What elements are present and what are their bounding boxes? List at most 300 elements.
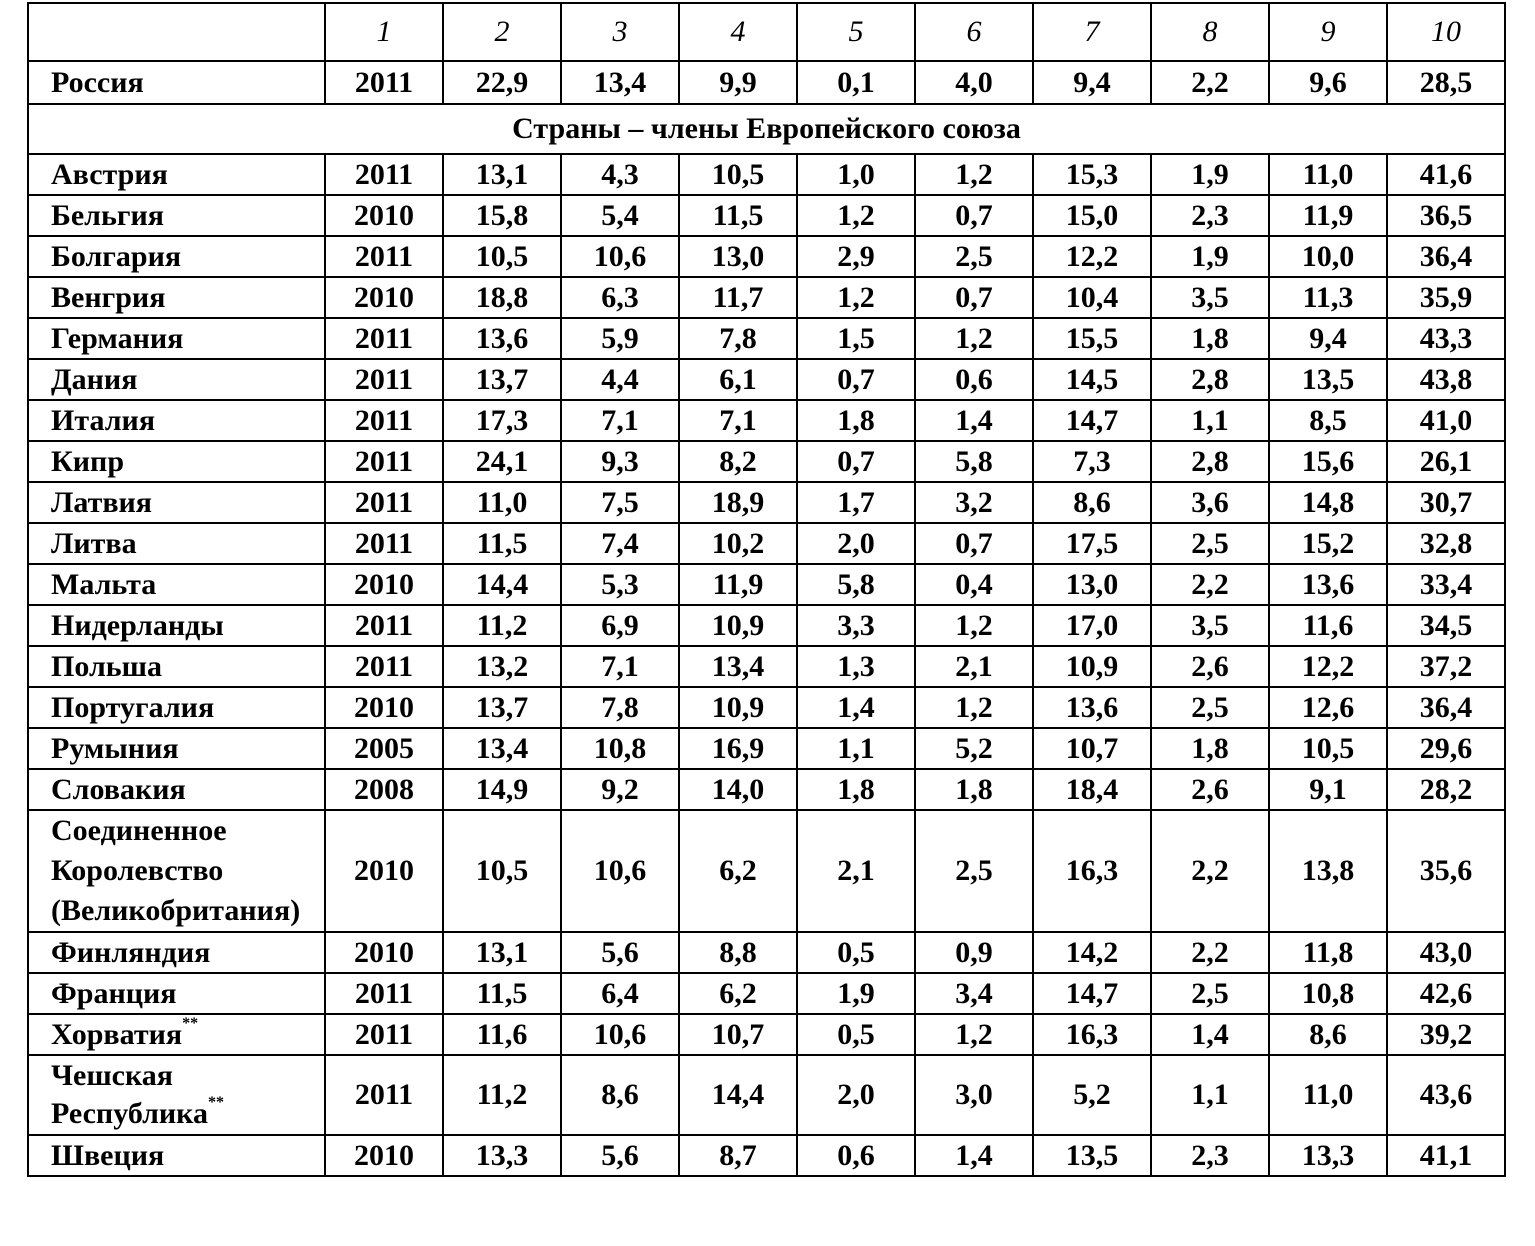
table-cell: 5,8 — [797, 564, 915, 605]
table-cell: 2,2 — [1151, 810, 1269, 932]
table-row — [28, 605, 1505, 646]
table-cell: 1,7 — [797, 482, 915, 523]
column-header: 4 — [679, 3, 797, 61]
country-name-text: Румыния — [51, 731, 179, 765]
table-cell: 2,5 — [1151, 523, 1269, 564]
country-name-text: Польша — [51, 649, 162, 683]
country-name: Россия — [28, 61, 325, 104]
table-cell: 13,1 — [443, 932, 561, 973]
country-name — [28, 769, 325, 810]
column-header: 3 — [561, 3, 679, 61]
table-row — [28, 359, 1505, 400]
table-row — [28, 1014, 1505, 1055]
table-cell: 2011 — [325, 236, 443, 277]
table-cell: 41,1 — [1387, 1135, 1505, 1176]
country-name-text: Мальта — [51, 567, 157, 601]
table-cell: 6,4 — [561, 973, 679, 1014]
table-cell: 5,2 — [1033, 1055, 1151, 1135]
table-cell: 2011 — [325, 973, 443, 1014]
statistics-table — [27, 2, 1506, 1177]
table-row — [28, 810, 1505, 932]
table-cell: 13,2 — [443, 646, 561, 687]
table-cell: 35,6 — [1387, 810, 1505, 932]
table-cell: 13,5 — [1033, 1135, 1151, 1176]
country-name-text: Словакия — [51, 772, 186, 806]
table-cell: 11,9 — [1269, 195, 1387, 236]
table-cell: 11,5 — [679, 195, 797, 236]
column-header: 8 — [1151, 3, 1269, 61]
table-cell: 13,8 — [1269, 810, 1387, 932]
table-cell: 1,2 — [797, 277, 915, 318]
column-header — [28, 3, 325, 61]
table-cell: 11,0 — [1269, 1055, 1387, 1135]
header-row — [28, 3, 1505, 61]
table-cell: 11,6 — [443, 1014, 561, 1055]
table-cell: 15,0 — [1033, 195, 1151, 236]
table-row — [28, 318, 1505, 359]
table-cell: 17,5 — [1033, 523, 1151, 564]
table-cell: 18,4 — [1033, 769, 1151, 810]
table-cell: 2010 — [325, 687, 443, 728]
table-cell: 13,6 — [1269, 564, 1387, 605]
table-cell: 1,1 — [797, 728, 915, 769]
table-cell: 0,7 — [915, 523, 1033, 564]
table-cell: 1,5 — [797, 318, 915, 359]
table-row — [28, 564, 1505, 605]
column-header: 1 — [325, 3, 443, 61]
table-cell: 13,7 — [443, 359, 561, 400]
country-name-text: Венгрия — [51, 280, 166, 314]
table-body — [28, 3, 1505, 1176]
country-name — [28, 1014, 325, 1055]
table-cell: 11,0 — [1269, 154, 1387, 195]
table-cell: 2,8 — [1151, 441, 1269, 482]
table-cell: 2,2 — [1151, 61, 1269, 104]
table-cell: 1,8 — [797, 400, 915, 441]
table-row — [28, 236, 1505, 277]
table-cell: 9,3 — [561, 441, 679, 482]
country-name — [28, 154, 325, 195]
table-cell: 3,2 — [915, 482, 1033, 523]
table-cell: 1,8 — [1151, 728, 1269, 769]
table-cell: 7,1 — [561, 646, 679, 687]
table-cell: 41,0 — [1387, 400, 1505, 441]
table-cell: 16,9 — [679, 728, 797, 769]
table-cell: 6,2 — [679, 810, 797, 932]
table-cell: 2008 — [325, 769, 443, 810]
table-cell: 2,1 — [797, 810, 915, 932]
table-cell: 2011 — [325, 441, 443, 482]
country-name — [28, 932, 325, 973]
table-row — [28, 728, 1505, 769]
table-cell: 9,4 — [1269, 318, 1387, 359]
table-cell: 11,7 — [679, 277, 797, 318]
table-cell: 10,7 — [1033, 728, 1151, 769]
country-name — [28, 728, 325, 769]
table-cell: 36,4 — [1387, 236, 1505, 277]
table-cell: 1,4 — [915, 1135, 1033, 1176]
table-cell: 2,5 — [1151, 973, 1269, 1014]
table-cell: 1,8 — [915, 769, 1033, 810]
table-cell: 1,2 — [915, 318, 1033, 359]
table-cell: 9,6 — [1269, 61, 1387, 104]
table-cell: 0,7 — [915, 195, 1033, 236]
country-name — [28, 1055, 325, 1135]
table-cell: 0,6 — [797, 1135, 915, 1176]
country-name — [28, 973, 325, 1014]
table-cell: 10,6 — [561, 810, 679, 932]
table-cell: 35,9 — [1387, 277, 1505, 318]
table-row — [28, 441, 1505, 482]
column-header: 2 — [443, 3, 561, 61]
column-header: 6 — [915, 3, 1033, 61]
table-cell: 39,2 — [1387, 1014, 1505, 1055]
table-cell: 8,6 — [561, 1055, 679, 1135]
table-cell: 13,7 — [443, 687, 561, 728]
table-cell: 2011 — [325, 318, 443, 359]
table-cell: 14,7 — [1033, 400, 1151, 441]
table-cell: 11,5 — [443, 973, 561, 1014]
country-name-text: Бельгия — [51, 198, 164, 232]
table-cell: 10,5 — [443, 810, 561, 932]
table-cell: 9,1 — [1269, 769, 1387, 810]
table-cell: 36,4 — [1387, 687, 1505, 728]
table-cell: 37,2 — [1387, 646, 1505, 687]
table-cell: 2,5 — [915, 810, 1033, 932]
table-cell: 11,2 — [443, 1055, 561, 1135]
table-cell: 2011 — [325, 359, 443, 400]
column-header: 10 — [1387, 3, 1505, 61]
table-cell: 1,2 — [797, 195, 915, 236]
table-cell: 2011 — [325, 646, 443, 687]
table-cell: 1,2 — [915, 605, 1033, 646]
table-cell: 28,5 — [1387, 61, 1505, 104]
table-cell: 2005 — [325, 728, 443, 769]
table-cell: 5,4 — [561, 195, 679, 236]
country-name-text: Кипр — [51, 444, 125, 478]
country-name-text: Италия — [51, 403, 156, 437]
table-cell: 15,3 — [1033, 154, 1151, 195]
table-row — [28, 932, 1505, 973]
table-cell: 7,8 — [561, 687, 679, 728]
country-name — [28, 564, 325, 605]
country-name — [28, 236, 325, 277]
country-name — [28, 359, 325, 400]
table-cell: 10,9 — [679, 605, 797, 646]
table-cell: 6,3 — [561, 277, 679, 318]
table-cell: 1,2 — [915, 154, 1033, 195]
table-cell: 14,4 — [443, 564, 561, 605]
table-cell: 36,5 — [1387, 195, 1505, 236]
table-cell: 8,5 — [1269, 400, 1387, 441]
country-name-text: Хорватия — [51, 1017, 183, 1051]
table-cell: 0,7 — [797, 441, 915, 482]
table-cell: 2,8 — [1151, 359, 1269, 400]
table-cell: 11,9 — [679, 564, 797, 605]
table-cell: 13,4 — [679, 646, 797, 687]
table-cell: 2011 — [325, 523, 443, 564]
table-cell: 14,2 — [1033, 932, 1151, 973]
table-cell: 8,6 — [1033, 482, 1151, 523]
table-cell: 10,5 — [1269, 728, 1387, 769]
table-cell: 13,0 — [1033, 564, 1151, 605]
table-cell: 14,5 — [1033, 359, 1151, 400]
table-cell: 10,8 — [561, 728, 679, 769]
table-cell: 2,5 — [915, 236, 1033, 277]
table-cell: 2,2 — [1151, 932, 1269, 973]
table-cell: 11,5 — [443, 523, 561, 564]
table-cell: 1,4 — [915, 400, 1033, 441]
table-cell: 8,8 — [679, 932, 797, 973]
table-cell: 2,2 — [1151, 564, 1269, 605]
table-cell: 22,9 — [443, 61, 561, 104]
table-cell: 4,0 — [915, 61, 1033, 104]
table-cell: 0,5 — [797, 932, 915, 973]
table-cell: 13,4 — [443, 728, 561, 769]
table-cell: 5,9 — [561, 318, 679, 359]
section-row — [28, 104, 1505, 154]
table-cell: 0,7 — [915, 277, 1033, 318]
table-cell: 2,0 — [797, 523, 915, 564]
table-cell: 2,6 — [1151, 646, 1269, 687]
table-cell: 15,5 — [1033, 318, 1151, 359]
footnote-mark: ** — [182, 1014, 199, 1032]
country-name — [28, 277, 325, 318]
table-row — [28, 482, 1505, 523]
table-cell: 2,5 — [1151, 687, 1269, 728]
table-cell: 7,1 — [561, 400, 679, 441]
table-cell: 9,2 — [561, 769, 679, 810]
table-row — [28, 195, 1505, 236]
table-cell: 5,6 — [561, 932, 679, 973]
table-cell: 1,3 — [797, 646, 915, 687]
table-cell: 18,9 — [679, 482, 797, 523]
column-header: 7 — [1033, 3, 1151, 61]
table-cell: 11,3 — [1269, 277, 1387, 318]
table-cell: 1,2 — [915, 1014, 1033, 1055]
table-cell: 17,0 — [1033, 605, 1151, 646]
table-cell: 2011 — [325, 61, 443, 104]
table-cell: 10,6 — [561, 236, 679, 277]
table-cell: 10,4 — [1033, 277, 1151, 318]
table-cell: 6,2 — [679, 973, 797, 1014]
table-cell: 15,2 — [1269, 523, 1387, 564]
table-cell: 2011 — [325, 154, 443, 195]
table-cell: 10,0 — [1269, 236, 1387, 277]
column-header: 5 — [797, 3, 915, 61]
table-cell: 2010 — [325, 932, 443, 973]
table-row — [28, 769, 1505, 810]
table-cell: 3,3 — [797, 605, 915, 646]
table-cell: 2,1 — [915, 646, 1033, 687]
footnote-mark: ** — [208, 1094, 225, 1111]
table-cell: 29,6 — [1387, 728, 1505, 769]
table-cell: 11,0 — [443, 482, 561, 523]
table-cell: 12,6 — [1269, 687, 1387, 728]
table-cell: 5,8 — [915, 441, 1033, 482]
table-cell: 28,2 — [1387, 769, 1505, 810]
table-cell: 17,3 — [443, 400, 561, 441]
table-cell: 9,4 — [1033, 61, 1151, 104]
country-name — [28, 605, 325, 646]
table-row — [28, 277, 1505, 318]
table-cell: 30,7 — [1387, 482, 1505, 523]
table-cell: 43,0 — [1387, 932, 1505, 973]
table-cell: 2011 — [325, 605, 443, 646]
table-cell: 1,9 — [797, 973, 915, 1014]
table-cell: 13,6 — [443, 318, 561, 359]
table-cell: 11,2 — [443, 605, 561, 646]
table-cell: 9,9 — [679, 61, 797, 104]
table-cell: 1,0 — [797, 154, 915, 195]
country-name — [28, 1135, 325, 1176]
table-cell: 3,6 — [1151, 482, 1269, 523]
country-name-text: Латвия — [51, 485, 153, 519]
table-cell: 1,2 — [915, 687, 1033, 728]
table-cell: 13,6 — [1033, 687, 1151, 728]
table-cell: 10,2 — [679, 523, 797, 564]
table-cell: 5,3 — [561, 564, 679, 605]
table-row — [28, 687, 1505, 728]
table-row — [28, 1135, 1505, 1176]
table-row — [28, 973, 1505, 1014]
table-cell: 16,3 — [1033, 1014, 1151, 1055]
table-cell: 2010 — [325, 195, 443, 236]
table-cell: 10,9 — [679, 687, 797, 728]
table-cell: 1,1 — [1151, 1055, 1269, 1135]
table-cell: 8,6 — [1269, 1014, 1387, 1055]
table-cell: 13,3 — [1269, 1135, 1387, 1176]
table-cell: 2010 — [325, 564, 443, 605]
table-cell: 2010 — [325, 1135, 443, 1176]
table-cell: 7,4 — [561, 523, 679, 564]
table-row — [28, 646, 1505, 687]
table-cell: 14,0 — [679, 769, 797, 810]
table-cell: 1,8 — [1151, 318, 1269, 359]
table-cell: 2,0 — [797, 1055, 915, 1135]
table-cell: 43,3 — [1387, 318, 1505, 359]
table-cell: 16,3 — [1033, 810, 1151, 932]
country-name — [28, 318, 325, 359]
table-cell: 14,9 — [443, 769, 561, 810]
table-row — [28, 1055, 1505, 1135]
table-cell: 2,6 — [1151, 769, 1269, 810]
table-cell: 7,3 — [1033, 441, 1151, 482]
country-name-text: Соединенное Королевство (Великобритания) — [51, 814, 301, 927]
table-cell: 3,0 — [915, 1055, 1033, 1135]
table-cell: 13,3 — [443, 1135, 561, 1176]
table-cell: 0,1 — [797, 61, 915, 104]
country-name — [28, 482, 325, 523]
table-cell: 4,3 — [561, 154, 679, 195]
table-cell: 1,1 — [1151, 400, 1269, 441]
country-name — [28, 646, 325, 687]
table-cell: 32,8 — [1387, 523, 1505, 564]
table-cell: 7,8 — [679, 318, 797, 359]
table-cell: 10,5 — [443, 236, 561, 277]
country-name-text: Германия — [51, 321, 184, 355]
table-cell: 5,2 — [915, 728, 1033, 769]
table-cell: 2,3 — [1151, 1135, 1269, 1176]
country-name-text: Финляндия — [51, 935, 211, 969]
table-cell: 10,8 — [1269, 973, 1387, 1014]
table-cell: 2011 — [325, 400, 443, 441]
table-cell: 4,4 — [561, 359, 679, 400]
country-name — [28, 441, 325, 482]
table-cell: 0,5 — [797, 1014, 915, 1055]
country-name-text: Чешская Республика — [51, 1059, 209, 1130]
table-cell: 2011 — [325, 1055, 443, 1135]
table-cell: 3,4 — [915, 973, 1033, 1014]
country-name — [28, 810, 325, 932]
country-name-text: Литва — [51, 526, 137, 560]
table-cell: 2,9 — [797, 236, 915, 277]
country-name — [28, 195, 325, 236]
table-cell: 13,5 — [1269, 359, 1387, 400]
table-cell: 33,4 — [1387, 564, 1505, 605]
table-cell: 12,2 — [1033, 236, 1151, 277]
country-name — [28, 523, 325, 564]
table-cell: 3,5 — [1151, 277, 1269, 318]
table-row — [28, 523, 1505, 564]
table-cell: 10,7 — [679, 1014, 797, 1055]
table-cell: 41,6 — [1387, 154, 1505, 195]
table-row — [28, 154, 1505, 195]
table-cell: 5,6 — [561, 1135, 679, 1176]
country-name-text: Дания — [51, 362, 138, 396]
table-cell: 42,6 — [1387, 973, 1505, 1014]
country-name-text: Франция — [51, 976, 177, 1010]
table-cell: 13,1 — [443, 154, 561, 195]
table-cell: 6,1 — [679, 359, 797, 400]
table-cell: 8,2 — [679, 441, 797, 482]
table-row-russia — [28, 61, 1505, 104]
table-cell: 8,7 — [679, 1135, 797, 1176]
table-cell: 1,9 — [1151, 236, 1269, 277]
table-cell: 11,8 — [1269, 932, 1387, 973]
table-cell: 7,1 — [679, 400, 797, 441]
table-cell: 43,8 — [1387, 359, 1505, 400]
country-name-text: Нидерланды — [51, 608, 224, 642]
table-cell: 0,7 — [797, 359, 915, 400]
country-name-text: Австрия — [51, 157, 168, 191]
section-title: Страны – члены Европейского союза — [28, 104, 1505, 154]
table-cell: 15,8 — [443, 195, 561, 236]
table-row — [28, 400, 1505, 441]
country-name — [28, 687, 325, 728]
table-cell: 14,7 — [1033, 973, 1151, 1014]
table-cell: 2010 — [325, 277, 443, 318]
table-cell: 1,9 — [1151, 154, 1269, 195]
table-cell: 2011 — [325, 482, 443, 523]
table-cell: 10,9 — [1033, 646, 1151, 687]
table-cell: 11,6 — [1269, 605, 1387, 646]
table-cell: 14,8 — [1269, 482, 1387, 523]
table-cell: 1,4 — [797, 687, 915, 728]
table-cell: 43,6 — [1387, 1055, 1505, 1135]
country-name-text: Швеция — [51, 1138, 165, 1172]
table-cell: 3,5 — [1151, 605, 1269, 646]
table-cell: 0,9 — [915, 932, 1033, 973]
table-cell: 12,2 — [1269, 646, 1387, 687]
table-cell: 7,5 — [561, 482, 679, 523]
table-cell: 13,0 — [679, 236, 797, 277]
table-cell: 2011 — [325, 1014, 443, 1055]
table-cell: 10,6 — [561, 1014, 679, 1055]
country-name — [28, 400, 325, 441]
table-cell: 14,4 — [679, 1055, 797, 1135]
table-cell: 24,1 — [443, 441, 561, 482]
